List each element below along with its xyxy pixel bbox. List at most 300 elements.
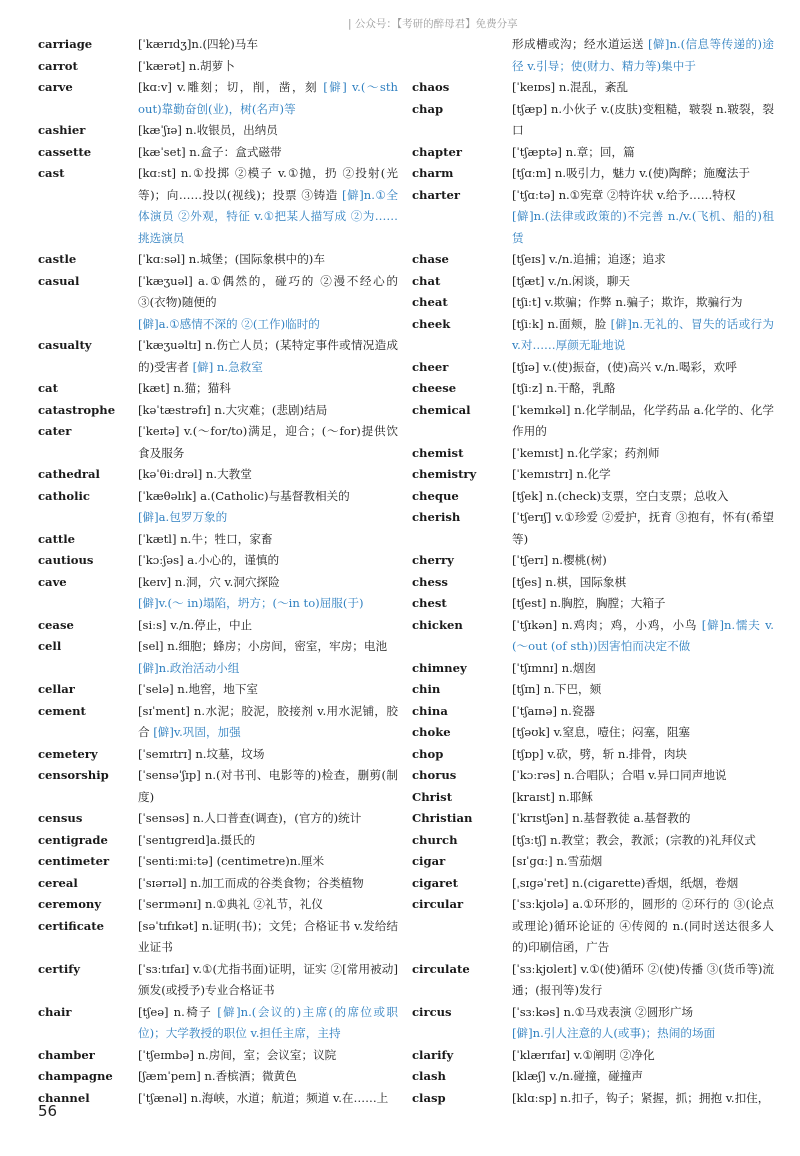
headword: censorship (38, 768, 109, 782)
definition (512, 851, 774, 873)
dictionary-entry (412, 271, 774, 293)
definition-text: [ˈkɔːʃəs] a.小心的，谨慎的 (138, 553, 280, 567)
dictionary-entry (412, 77, 774, 99)
definition (138, 335, 398, 378)
definition (138, 744, 398, 766)
definition (138, 1002, 398, 1045)
definition (512, 486, 774, 508)
dictionary-entry (38, 378, 398, 400)
headword: chop (412, 746, 444, 761)
definition (138, 142, 398, 164)
headword: chair (38, 1004, 72, 1019)
headword: cherish (412, 510, 461, 524)
definition (512, 357, 774, 379)
headword: chap (412, 101, 444, 116)
dictionary-entry (412, 830, 774, 852)
definition-text: [kæt] n.猫；猫科 (138, 381, 231, 395)
dictionary-entry (38, 120, 398, 142)
definition-text: [ˈkɔːrəs] n.合唱队；合唱 v.异口同声地说 (512, 768, 727, 782)
definition-text: [tʃiːt] v.欺骗；作弊 n.骗子；欺诈，欺骗行为 (512, 295, 743, 309)
headword: chase (412, 252, 449, 266)
definition (138, 572, 398, 594)
dictionary-entry (412, 99, 774, 142)
definition-text: [kæˈset] n.盒子：盒式磁带 (138, 144, 282, 159)
definition (512, 507, 774, 550)
definition (512, 1023, 774, 1045)
rare-meaning-text: [僻] n.急救室 (192, 359, 263, 374)
definition-text: [ˈsensəs] n.人口普查(调查)，(官方的)统计 (138, 811, 362, 825)
headword: cheese (412, 381, 457, 395)
dictionary-entry (412, 658, 774, 680)
definition-text: [tʃɪə] v.(使)振奋，(使)高兴 v./n.喝彩，欢呼 (512, 359, 737, 374)
definition (512, 292, 774, 314)
headword: cigaret (412, 875, 458, 890)
dictionary-entry (412, 249, 774, 271)
headword: chin (412, 682, 441, 696)
dictionary-entry (38, 56, 398, 78)
headword: chess (412, 574, 448, 589)
definition-text: [ˈsentɪgreɪd]a.摄氏的 (138, 832, 256, 847)
definition-text: [tʃiːz] n.干酪，乳酪 (512, 381, 616, 395)
dictionary-entry (412, 378, 774, 400)
definition-text: [tʃest] n.胸腔，胸膛；大箱子 (512, 596, 666, 610)
definition (512, 722, 774, 744)
dictionary-entry (38, 1045, 398, 1067)
definition-text: [siːs] v./n.停止，中止 (138, 617, 253, 632)
rare-meaning-text: [僻] v.(～sth out)靠勤奋创(业)，树(名声)等 (138, 80, 398, 116)
dictionary-entry (38, 679, 398, 701)
definition (512, 959, 774, 1002)
dictionary-entry (412, 894, 774, 959)
headword: clash (412, 1069, 446, 1083)
headword: chest (412, 596, 447, 610)
rare-meaning-text: [僻]n.懦夫 v.(～out (of sth))因害怕而决定不做 (512, 617, 774, 653)
definition (138, 529, 398, 551)
definition-text: [sɪˈgɑː] n.雪茄烟 (512, 854, 603, 868)
definition (138, 56, 398, 78)
definition (138, 658, 398, 680)
dictionary-entry (412, 959, 774, 1002)
definition (138, 851, 398, 873)
dictionary-entry (412, 142, 774, 164)
dictionary-entry (412, 357, 774, 379)
headword: circulate (412, 961, 470, 976)
definition (512, 830, 774, 852)
definition-text: [kraɪst] n.耶稣 (512, 789, 593, 804)
definition-text: [tʃæp] n.小伙子 v.(皮肤)变粗糙，皲裂 n.皲裂，裂口 (512, 101, 774, 137)
definition (512, 873, 774, 895)
definition (512, 1045, 774, 1067)
definition (138, 163, 398, 249)
definition-text: [ˈsɜːkjʊlə] a.①环形的，圆形的 ②环行的 ③(论点或理论)循环论证的 ④传阅的 n.(同时送达很多人的)印刷信函，广告 (512, 897, 774, 954)
headword: charm (412, 166, 454, 180)
headword: church (412, 832, 458, 847)
entry-continuation (412, 1023, 774, 1045)
headword: carrot (38, 58, 78, 73)
definition (512, 658, 774, 680)
headword: cigar (412, 854, 446, 868)
definition-text: [tʃɪn] n.下巴，颏 (512, 682, 602, 696)
definition (138, 34, 398, 56)
definition-text: [ˈkemɪst] n.化学家；药剂师 (512, 445, 660, 460)
dictionary-entry (412, 1088, 774, 1110)
definition (512, 99, 774, 142)
definition (512, 679, 774, 701)
definition (512, 701, 774, 723)
definition-text: [tʃəʊk] v.窒息，噎住；闷塞，阻塞 (512, 725, 691, 739)
dictionary-entry (412, 851, 774, 873)
headword: castle (38, 252, 77, 266)
dictionary-entry (38, 808, 398, 830)
definition-text: [ˈsɪərɪəl] n.加工而成的谷类食物；谷类植物 (138, 875, 364, 890)
definition (512, 378, 774, 400)
headword: certificate (38, 918, 105, 933)
definition (512, 787, 774, 809)
definition-text: [tʃɜːtʃ] n.教堂；教会，教派；(宗教的)礼拜仪式 (512, 832, 756, 847)
headword: chemist (412, 445, 464, 460)
definition (138, 464, 398, 486)
definition (138, 1066, 398, 1088)
definition (138, 421, 398, 464)
definition-text: [ˈkæθəlɪk] a.(Catholic)与基督教相关的 (138, 488, 350, 503)
definition-text: [ˈtʃɪmnɪ] n.烟囱 (512, 660, 596, 675)
dictionary-entry (38, 744, 398, 766)
entry-continuation (38, 314, 398, 336)
headword: Christian (412, 811, 473, 825)
entry-continuation (412, 206, 774, 249)
headword: chamber (38, 1047, 95, 1062)
dictionary-entry (412, 34, 774, 77)
headword: ceremony (38, 897, 102, 911)
headword: cease (38, 617, 74, 632)
dictionary-entry (412, 572, 774, 594)
dictionary-entry (38, 765, 398, 808)
dictionary-entry (412, 507, 774, 550)
headword: cheque (412, 488, 459, 503)
definition-text: [ˈtʃaɪnə] n.瓷器 (512, 703, 596, 718)
rare-meaning-text: [僻]v.巩固，加强 (153, 725, 241, 739)
definition-text: [ˈsensəˈʃɪp] n.(对书刊、电影等的)检查，删剪(制度) (138, 768, 398, 804)
headword: cherry (412, 553, 454, 567)
dictionary-entry (412, 1002, 774, 1024)
definition-text: 形成槽或沟；经水道运送 (512, 37, 649, 51)
rare-meaning-text: [僻]n.无礼的、冒失的话或行为 v.对……厚颜无耻地说 (512, 316, 775, 352)
dictionary-entry (412, 1066, 774, 1088)
headword: cheat (412, 295, 448, 309)
definition (138, 486, 398, 508)
dictionary-entry (412, 787, 774, 809)
dictionary-entry (38, 249, 398, 271)
dictionary-entry (412, 744, 774, 766)
definition (512, 400, 774, 443)
headword: chimney (412, 660, 467, 675)
definition-text: [ˈsemɪtrɪ] n.坟墓，坟场 (138, 746, 265, 761)
definition-text: [ˈselə] n.地窖，地下室 (138, 682, 259, 696)
headword: chicken (412, 617, 463, 632)
dictionary-entry (38, 529, 398, 551)
definition-text: [ˈtʃɪkən] n.鸡肉；鸡，小鸡，小鸟 (512, 617, 702, 632)
headword: circus (412, 1004, 452, 1019)
headword: cashier (38, 123, 86, 137)
definition-text: [ˈserɪmənɪ] n.①典礼 ②礼节，礼仪 (138, 897, 323, 911)
headword: choke (412, 725, 451, 739)
dictionary-entry (38, 894, 398, 916)
definition-text: [ˈkærət] n.胡萝卜 (138, 58, 235, 73)
definition-text: [tʃek] n.(check)支票，空白支票；总收入 (512, 488, 729, 503)
headword: cellar (38, 682, 75, 696)
definition (512, 765, 774, 787)
definition-text: [kɑːv] v.雕刻；切，削，凿，刻 (138, 80, 324, 94)
dictionary-entry (38, 271, 398, 314)
rare-meaning-text: [僻]a.包罗万象的 (138, 510, 228, 524)
definition (138, 507, 398, 529)
headword: cat (38, 381, 58, 395)
definition (512, 808, 774, 830)
definition (512, 249, 774, 271)
rare-meaning-text: [僻]a.①感情不深的 ②(工作)临时的 (138, 316, 320, 331)
definition (512, 443, 774, 465)
dictionary-entry (412, 722, 774, 744)
definition (138, 120, 398, 142)
dictionary-entry (38, 486, 398, 508)
headword: casual (38, 273, 80, 288)
definition-text: [ˈkɑːsəl] n.城堡；(国际象棋中的)车 (138, 252, 325, 266)
definition-text: [klæʃ] v./n.碰撞，碰撞声 (512, 1069, 643, 1083)
dictionary-entry (412, 873, 774, 895)
definition (138, 701, 398, 744)
headword: chemistry (412, 467, 477, 481)
definition-text: [ˈkemɪkəl] n.化学制品，化学药品 a.化学的、化学作用的 (512, 402, 774, 438)
definition-text: [ˈkærɪdʒ]n.(四轮)马车 (138, 37, 258, 51)
definition (138, 916, 398, 959)
definition (138, 615, 398, 637)
dictionary-entry (38, 1066, 398, 1088)
headword (412, 34, 512, 77)
dictionary-entry (412, 808, 774, 830)
rare-meaning-text: [僻]n.①全体演员 ②外观，特征 v.①把某人描写成 ②为……挑选演员 (138, 187, 398, 245)
dictionary-entry (38, 959, 398, 1002)
headword: census (38, 811, 83, 825)
dictionary-entry (412, 765, 774, 787)
definition-text: [tʃeɪs] v./n.追捕；追逐；追求 (512, 252, 666, 266)
headword: champagne (38, 1069, 113, 1083)
rare-meaning-text: [僻]n.(会议的)主席(的席位或职位)；大学教授的职位 v.担任主席，主持 (138, 1004, 398, 1040)
definition (512, 185, 774, 207)
dictionary-entry (412, 486, 774, 508)
headword: carve (38, 80, 73, 94)
right-column (412, 34, 774, 1109)
definition (512, 615, 774, 658)
dictionary-entry (412, 163, 774, 185)
definition-text: [ˈkemɪstrɪ] n.化学 (512, 467, 611, 481)
definition-text: [səˈtɪfɪkət] n.证明(书)；文凭；合格证书 v.发给结业证书 (138, 918, 398, 954)
definition-text: [ˈsɜːkjʊleɪt] v.①(使)循环 ②(使)传播 ③(货币等)流通；(报刊等)发行 (512, 961, 774, 997)
headword: carriage (38, 37, 93, 51)
definition (138, 1088, 398, 1110)
headword: centimeter (38, 854, 110, 868)
definition-text: [ʃæmˈpeɪn] n.香槟酒；微黄色 (138, 1069, 297, 1083)
headword: chemical (412, 402, 471, 417)
definition (138, 636, 398, 658)
definition-text: [tʃɑːm] n.吸引力，魅力 v.(使)陶醉；施魔法于 (512, 166, 750, 180)
definition-text: [tʃɒp] v.砍，劈，斩 n.排骨，肉块 (512, 746, 688, 761)
dictionary-entry (38, 400, 398, 422)
dictionary-entry (412, 550, 774, 572)
dictionary-entry (38, 464, 398, 486)
definition-text: [sel] n.细胞；蜂房；小房间，密室，牢房；电池 (138, 639, 388, 653)
headword: cater (38, 424, 72, 438)
dictionary-entry (412, 464, 774, 486)
headword: centigrade (38, 832, 108, 847)
definition-text: [kæˈʃɪə] n.收银员，出纳员 (138, 123, 278, 137)
definition (138, 1045, 398, 1067)
left-column (38, 34, 398, 1109)
definition-text: [sɪˈment] n.水泥；胶泥，胶接剂 v.用水泥铺，胶合 (138, 703, 398, 739)
definition (138, 765, 398, 808)
definition (138, 593, 398, 615)
definition (138, 400, 398, 422)
definition (512, 163, 774, 185)
definition-text: [ˈtʃænəl] n.海峡，水道；航道；频道 v.在……上 (138, 1090, 389, 1105)
dictionary-entry (38, 1088, 398, 1110)
definition (512, 744, 774, 766)
definition (138, 894, 398, 916)
dictionary-entry (38, 1002, 398, 1045)
definition (138, 249, 398, 271)
definition-text: [ˈsentiːmiːtə] (centimetre)n.厘米 (138, 854, 325, 868)
definition-text: [ˈkæʒuəltɪ] n.伤亡人员；(某特定事件或情况造成的)受害者 (138, 338, 398, 374)
page-number: 56 (38, 1102, 58, 1120)
dictionary-entry (412, 593, 774, 615)
dictionary-entry (38, 163, 398, 249)
dictionary-entry (38, 851, 398, 873)
headword: charter (412, 187, 460, 202)
definition (138, 271, 398, 314)
rare-meaning-text: [僻]v.(～ in)塌陷，坍方；(～in to)屈服(于) (138, 596, 364, 610)
headword: cheer (412, 359, 449, 374)
definition (138, 550, 398, 572)
dictionary-entry (412, 400, 774, 443)
headword: catastrophe (38, 402, 116, 417)
headword: cereal (38, 875, 78, 890)
definition (512, 550, 774, 572)
entry-continuation (38, 593, 398, 615)
dictionary-entry (412, 292, 774, 314)
headword: chorus (412, 768, 457, 782)
headword: clarify (412, 1047, 454, 1062)
definition (138, 77, 398, 120)
dictionary-entry (38, 615, 398, 637)
definition-text: [ˈkætl] n.牛；牲口，家畜 (138, 531, 273, 546)
definition (512, 1088, 774, 1110)
dictionary-entry (38, 916, 398, 959)
definition (512, 314, 774, 357)
headword: catholic (38, 488, 90, 503)
definition (138, 873, 398, 895)
dictionary-entry (412, 679, 774, 701)
headword: clasp (412, 1090, 446, 1105)
dictionary-entry (38, 572, 398, 594)
headword: cautious (38, 553, 94, 567)
definition-text: [ˈkeɪtə] v.(～for/to)满足，迎合；(～for)提供饮食及服务 (138, 424, 398, 460)
definition (138, 830, 398, 852)
definition (138, 808, 398, 830)
headword: cheek (412, 316, 451, 331)
headword: certify (38, 961, 81, 976)
headword: chat (412, 273, 441, 288)
rare-meaning-text: [僻]n.引人注意的人(或事)；热闹的场面 (512, 1026, 716, 1040)
headword: circular (412, 897, 464, 911)
definition (512, 77, 774, 99)
headword: chapter (412, 144, 462, 159)
dictionary-entry (412, 615, 774, 658)
dictionary-entry (38, 636, 398, 658)
headword: chaos (412, 80, 450, 94)
headword: cast (38, 166, 65, 180)
dictionary-entry (412, 314, 774, 357)
definition (512, 572, 774, 594)
headword: casualty (38, 338, 92, 352)
rare-meaning-text: [僻]n.(法律或政策的)不完善 n./v.(飞机、船的)租赁 (512, 209, 774, 245)
definition-text: [tʃes] n.棋，国际象棋 (512, 574, 627, 589)
dictionary-entry (38, 873, 398, 895)
rare-meaning-text: [僻]n.政治活动小组 (138, 660, 240, 675)
definition-text: [ˈtʃeɪmbə] n.房间，室；会议室；议院 (138, 1047, 337, 1062)
entry-continuation (38, 507, 398, 529)
headword: cell (38, 639, 62, 653)
definition (512, 1066, 774, 1088)
definition (512, 142, 774, 164)
definition-text: [tʃiːk] n.面颊，脸 (512, 316, 611, 331)
headword: cement (38, 703, 86, 718)
headword: cassette (38, 144, 92, 159)
definition (138, 378, 398, 400)
definition-text: [ˈklærɪfaɪ] v.①阐明 ②净化 (512, 1047, 655, 1062)
definition (138, 314, 398, 336)
definition-text: [keɪv] n.洞，穴 v.洞穴探险 (138, 574, 280, 589)
definition (512, 271, 774, 293)
definition-text: [kəˈθiːdrəl] n.大教堂 (138, 467, 252, 481)
dictionary-entry (38, 77, 398, 120)
dictionary-entry (38, 830, 398, 852)
dictionary-entry (412, 443, 774, 465)
definition (512, 464, 774, 486)
definition-text: [ˈtʃɑːtə] n.①宪章 ②特许状 v.给予……特权 (512, 187, 736, 202)
definition-text: [ˈkrɪstʃən] n.基督教徒 a.基督教的 (512, 811, 691, 825)
definition (512, 34, 774, 77)
dictionary-entry (412, 185, 774, 207)
definition-text: [tʃæt] v./n.闲谈，聊天 (512, 273, 630, 288)
dictionary-entry (38, 142, 398, 164)
definition (138, 959, 398, 1002)
dictionary-entry (38, 34, 398, 56)
definition-text: [ˈtʃerɪ] n.樱桃(树) (512, 553, 607, 567)
definition-text: [klɑːsp] n.扣子，钩子；紧握，抓；拥抱 v.扣住， (512, 1090, 770, 1105)
dictionary-entry (38, 701, 398, 744)
definition-text: [ˈkæʒuəl] a.①偶然的，碰巧的 ②漫不经心的 ③(衣物)随便的 (138, 273, 398, 309)
definition (138, 679, 398, 701)
headword: china (412, 703, 448, 718)
definition-text: [ˈtʃæptə] n.章；回，篇 (512, 144, 635, 159)
definition-text: [ˈsɜːtɪfaɪ] v.①(尤指书面)证明，证实 ②[常用被动]颁发(或授予)专业合格证书 (138, 961, 398, 997)
definition-text: [kəˈtæstrəfɪ] n.大灾难；(悲剧)结局 (138, 402, 328, 417)
headword: channel (38, 1090, 90, 1105)
definition-text: [kɑːst] n.①投掷 ②模子 v.①抛，扔 ②投射(光等)；向……投以(视线)；投票 ③铸造 (138, 166, 398, 202)
dictionary-entry (412, 701, 774, 723)
definition-text: [ˌsɪgəˈret] n.(cigarette)香烟，纸烟，卷烟 (512, 875, 739, 890)
headword: cave (38, 574, 67, 589)
dictionary-entry (38, 421, 398, 464)
